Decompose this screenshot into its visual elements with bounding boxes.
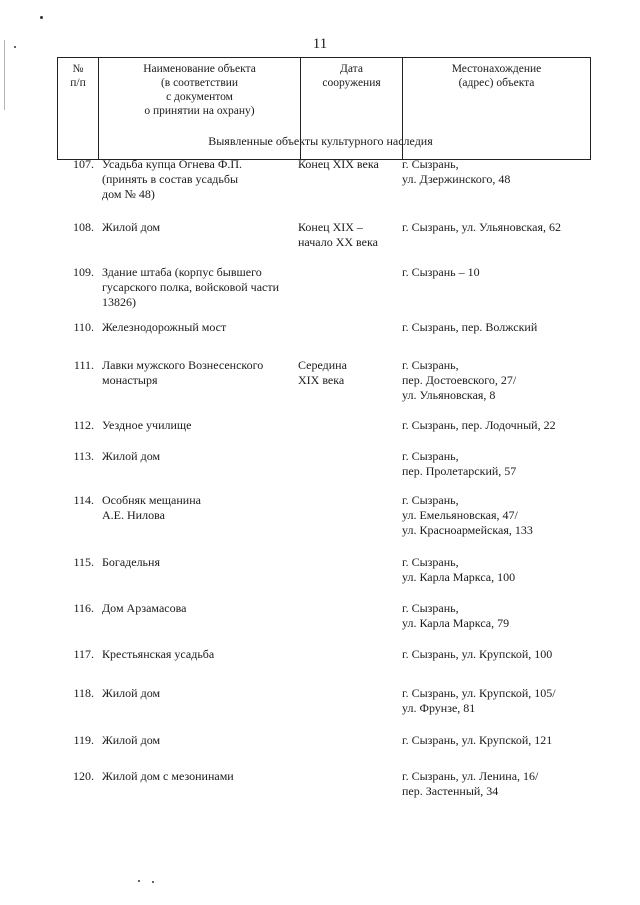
item-number: 114. [73,493,94,507]
item-address-line: ул. Емельяновская, 47/ [402,508,518,522]
item-name-line: Жилой дом [102,220,161,234]
item-date-line: Конец XIX века [298,157,379,171]
page-number: 11 [312,36,328,52]
item-name-line: гусарского полка, войсковой части [102,280,280,294]
scan-speck [40,16,43,19]
header-text: сооружения [322,77,381,89]
item-date-line: Середина [298,358,347,372]
item-name-line: Здание штаба (корпус бывшего [102,265,262,279]
item-number: 110. [73,320,94,334]
item-address [402,647,634,662]
item-date [298,220,396,250]
item-number: 113. [73,449,94,463]
item-address-line: г. Сызрань, ул. Ленина, 16/ [402,769,539,783]
item-name [102,769,294,784]
item-number: 120. [73,769,94,783]
item-number: 119. [73,733,94,747]
header-text: Наименование объекта [143,63,256,75]
item-name-line: Крестьянская усадьба [102,647,215,661]
item-name [102,686,294,701]
item-number: 111. [73,358,94,372]
item-address-line: ул. Карла Маркса, 79 [402,616,510,630]
item-address-line: г. Сызрань, [402,449,459,463]
item-name-line: А.Е. Нилова [102,508,165,522]
item-address-line: ул. Фрунзе, 81 [402,701,476,715]
item-name-line: Железнодорожный мост [102,320,227,334]
item-number: 107. [73,157,94,171]
header-text: Местонахождение [451,63,542,75]
scan-speck [138,880,140,882]
item-address-line: пер. Пролетарский, 57 [402,464,517,478]
item-name [102,358,294,388]
item-address-line: ул. Красноармейская, 133 [402,523,533,537]
item-name-line: Дом Арзамасова [102,601,187,615]
item-name-line: дом № 48) [102,187,155,201]
scan-speck [152,881,154,883]
item-number: 108. [73,220,94,234]
item-number: 116. [73,601,94,615]
item-address-line: г. Сызрань, [402,157,459,171]
item-address [402,733,634,748]
item-name [102,265,294,310]
item-address-line: г. Сызрань, пер. Лодочный, 22 [402,418,556,432]
item-name [102,320,294,335]
item-name [102,220,294,235]
item-address-line: ул. Дзержинского, 48 [402,172,511,186]
item-name-line: Особняк мещанина [102,493,201,507]
item-name [102,418,294,433]
item-address [402,220,634,235]
item-address [402,555,634,585]
item-address-line: г. Сызрань, пер. Волжский [402,320,538,334]
item-address-line: г. Сызрань, [402,493,459,507]
item-date-line: XIX века [298,373,345,387]
item-address-line: г. Сызрань, [402,601,459,615]
item-name [102,601,294,616]
item-address-line: ул. Карла Маркса, 100 [402,570,516,584]
item-address-line: г. Сызрань, [402,358,459,372]
item-name-line: Усадьба купца Огнева Ф.П. [102,157,243,171]
header-text: п/п [70,77,86,89]
item-address-line: г. Сызрань, ул. Крупской, 105/ [402,686,556,700]
item-date-line: Конец XIX – [298,220,363,234]
item-name [102,733,294,748]
item-address [402,320,634,335]
item-address [402,358,634,403]
item-address [402,769,634,799]
item-name-line: Жилой дом с мезонинами [102,769,234,783]
item-number: 115. [73,555,94,569]
item-number: 112. [73,418,94,432]
item-address [402,418,634,433]
item-number: 109. [73,265,94,279]
item-date [298,358,396,388]
header-text: о принятии на охрану) [144,105,255,117]
item-name-line: Уездное училище [102,418,192,432]
item-address-line: пер. Застенный, 34 [402,784,499,798]
item-name [102,449,294,464]
header-text: (в соответствии [160,77,239,89]
item-address-line: пер. Достоевского, 27/ [402,373,517,387]
header-text: № [72,63,84,75]
item-name-line: монастыря [102,373,158,387]
item-name [102,493,294,523]
item-name-line: Жилой дом [102,686,161,700]
header-text: Дата [340,63,363,75]
item-address [402,601,634,631]
header-text: (адрес) объекта [458,77,535,89]
item-address [402,686,634,716]
item-name [102,555,294,570]
item-number: 117. [73,647,94,661]
item-address-line: г. Сызрань, ул. Крупской, 100 [402,647,553,661]
item-date-line: начало XX века [298,235,378,249]
item-name-line: Лавки мужского Вознесенского [102,358,264,372]
section-title: Выявленные объекты культурного наследия [208,134,433,148]
item-address-line: ул. Ульяновская, 8 [402,388,496,402]
item-address-line: г. Сызрань, [402,555,459,569]
item-address-line: г. Сызрань, ул. Крупской, 121 [402,733,553,747]
item-address-line: г. Сызрань – 10 [402,265,480,279]
item-address [402,157,634,187]
item-name-line: 13826) [102,295,136,309]
item-number: 118. [73,686,94,700]
item-address [402,265,634,280]
item-address-line: г. Сызрань, ул. Ульяновская, 62 [402,220,562,234]
item-date [298,157,396,172]
item-name-line: (принять в состав усадьбы [102,172,239,186]
item-address [402,493,634,538]
item-name-line: Жилой дом [102,733,161,747]
item-address [402,449,634,479]
item-name-line: Жилой дом [102,449,161,463]
item-name-line: Богадельня [102,555,160,569]
item-name [102,157,294,202]
item-name [102,647,294,662]
header-text: с документом [166,91,233,103]
